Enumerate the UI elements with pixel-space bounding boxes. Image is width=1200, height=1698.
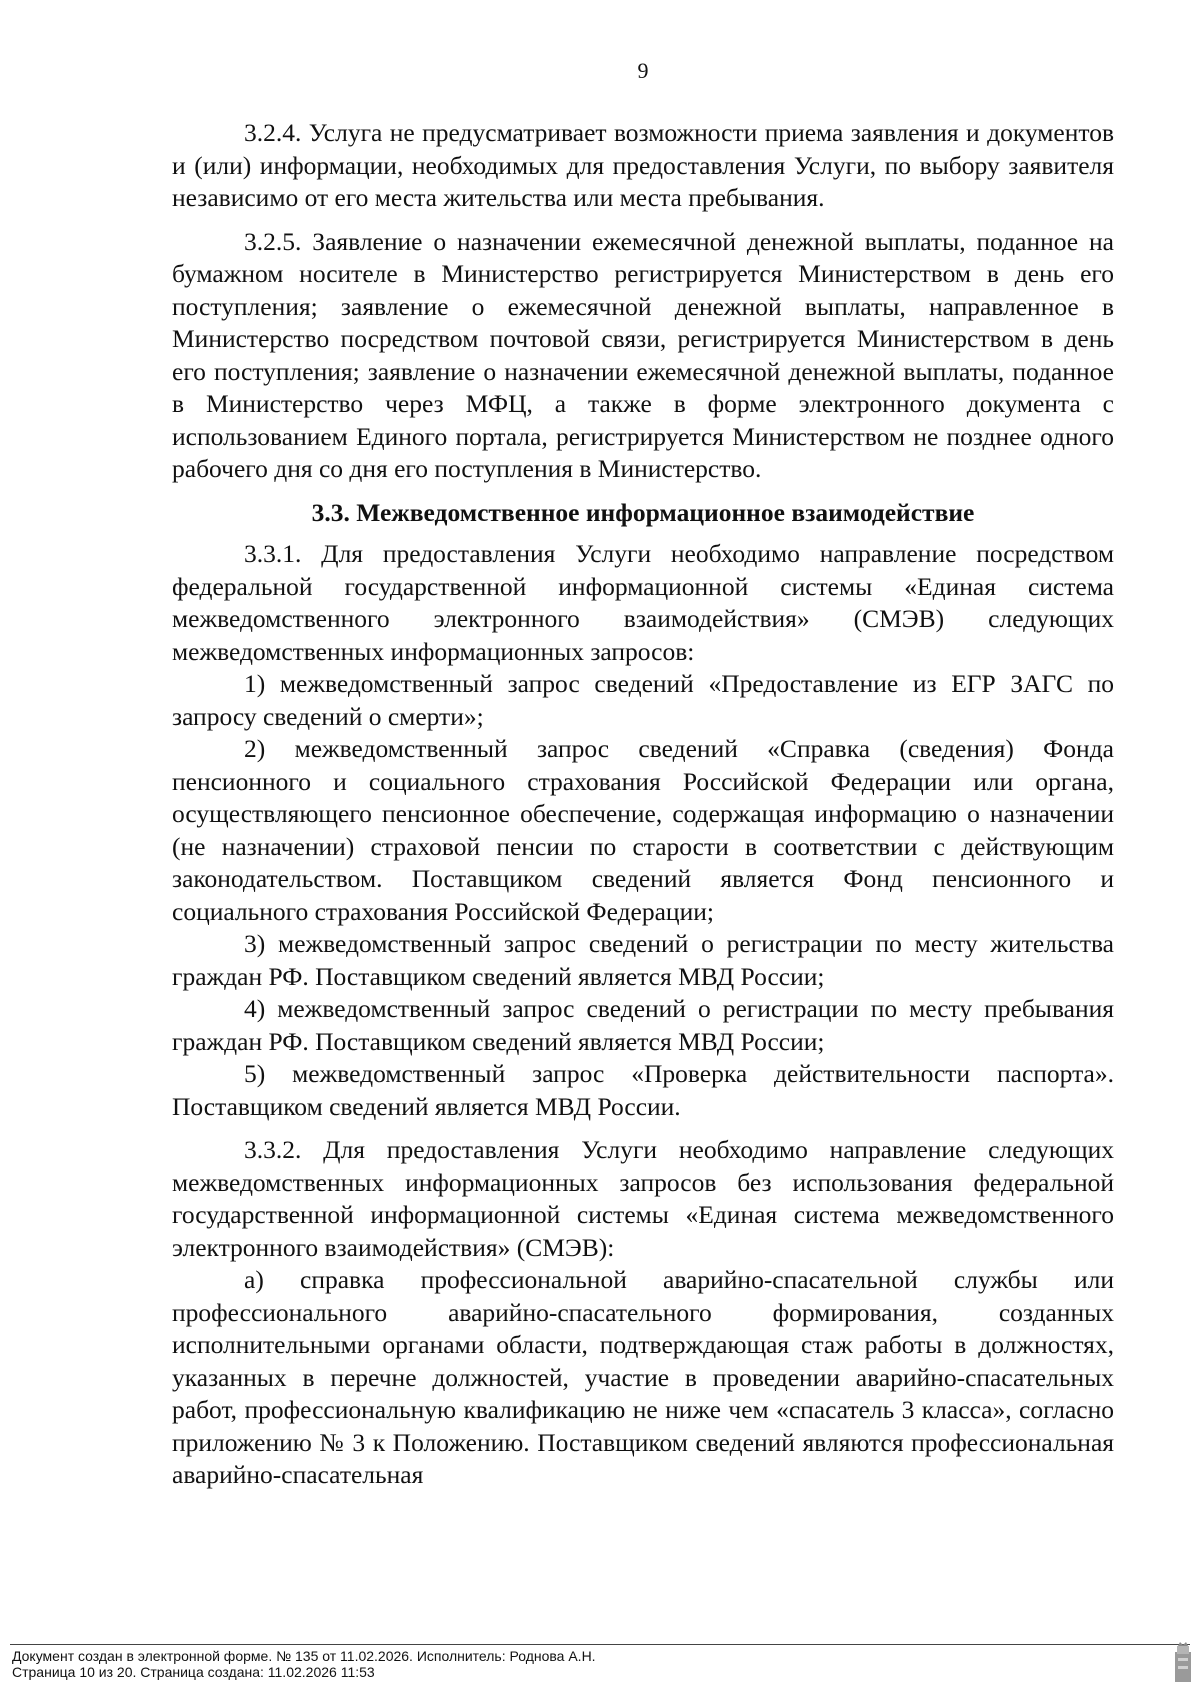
list-item-4: 4) межведомственный запрос сведений о регистрации по месту пребывания граждан РФ. Поставщиком сведений является МВД России; <box>172 994 1114 1056</box>
list-item-2: 2) межведомственный запрос сведений «Справка (сведения) Фонда пенсионного и социального страхования Российской Федерации или органа, осуществляющего пенсионное обеспечение, содержащая информацию о назначении (не назначении) страховой пенсии по старости в соответствии с действующим законодательством. Поставщиком сведений является Фонд пенсионного и социального страхования Российской Федерации; <box>172 734 1114 926</box>
list-item-a: а) справка профессиональной аварийно-спасательной службы или профессионального аварийно-спасательного формирования, созданных исполнительными органами области, подтверждающая стаж работы в должностях, указанных в перечне должностей, участие в проведении аварийно-спасательных работ, профессиональную квалификацию не ниже чем «спасатель 3 класса», согласно приложению № 3 к Положению. Поставщиком сведений являются профессиональная аварийно-спасательная <box>172 1265 1114 1489</box>
section-heading: 3.3. Межведомственное информационное взаимодействие <box>311 497 975 527</box>
paragraph-3-3-1: 3.3.1. Для предоставления Услуги необходимо направление посредством федеральной государственной информационной системы «Единая система межведомственного электронного взаимодействия» (СМЭВ) следующих межведомственных информационных запросов: <box>172 539 1114 666</box>
footer-line-1: Документ создан в электронной форме. № 135 от 11.02.2026. Исполнитель: Роднова А.Н. <box>12 1648 596 1664</box>
list-item-5: 5) межведомственный запрос «Проверка действительности паспорта». Поставщиком сведений является МВД России. <box>172 1059 1114 1121</box>
page-number: 9 <box>637 58 649 83</box>
list-item-1: 1) межведомственный запрос сведений «Предоставление из ЕГР ЗАГС по запросу сведений о смерти»; <box>172 669 1114 731</box>
paragraph-3-2-5: 3.2.5. Заявление о назначении ежемесячной денежной выплаты, поданное на бумажном носителе в Министерство регистрируется Министерством в день его поступления; заявление о ежемесячной денежной выплаты, направленное в Министерство посредством почтовой связи, регистрируется Министерством в день его поступления; заявление о назначении ежемесячной денежной выплаты, поданное в Министерство через МФЦ, а также в форме электронного документа с использованием Единого портала, регистрируется Министерством не позднее одного рабочего дня со дня его поступления в Министерство. <box>172 226 1114 483</box>
paragraph-3-2-4: 3.2.4. Услуга не предусматривает возможности приема заявления и документов и (или) информации, необходимых для предоставления Услуги, по выбору заявителя независимо от его места жительства или места пребывания. <box>172 118 1114 212</box>
footer <box>12 1648 596 1680</box>
footer-line-2: Страница 10 из 20. Страница создана: 11.02.2026 11:53 <box>12 1664 375 1680</box>
paragraph-3-3-2: 3.3.2. Для предоставления Услуги необходимо направление следующих межведомственных информационных запросов без использования федеральной государственной информационной системы «Единая система межведомственного электронного взаимодействия» (СМЭВ): <box>172 1135 1114 1262</box>
list-item-3: 3) межведомственный запрос сведений о регистрации по месту жительства граждан РФ. Поставщиком сведений является МВД России; <box>172 929 1114 991</box>
document-body <box>172 117 1114 1492</box>
footer-divider <box>10 1644 1190 1645</box>
emblem-icon <box>1172 1642 1194 1684</box>
